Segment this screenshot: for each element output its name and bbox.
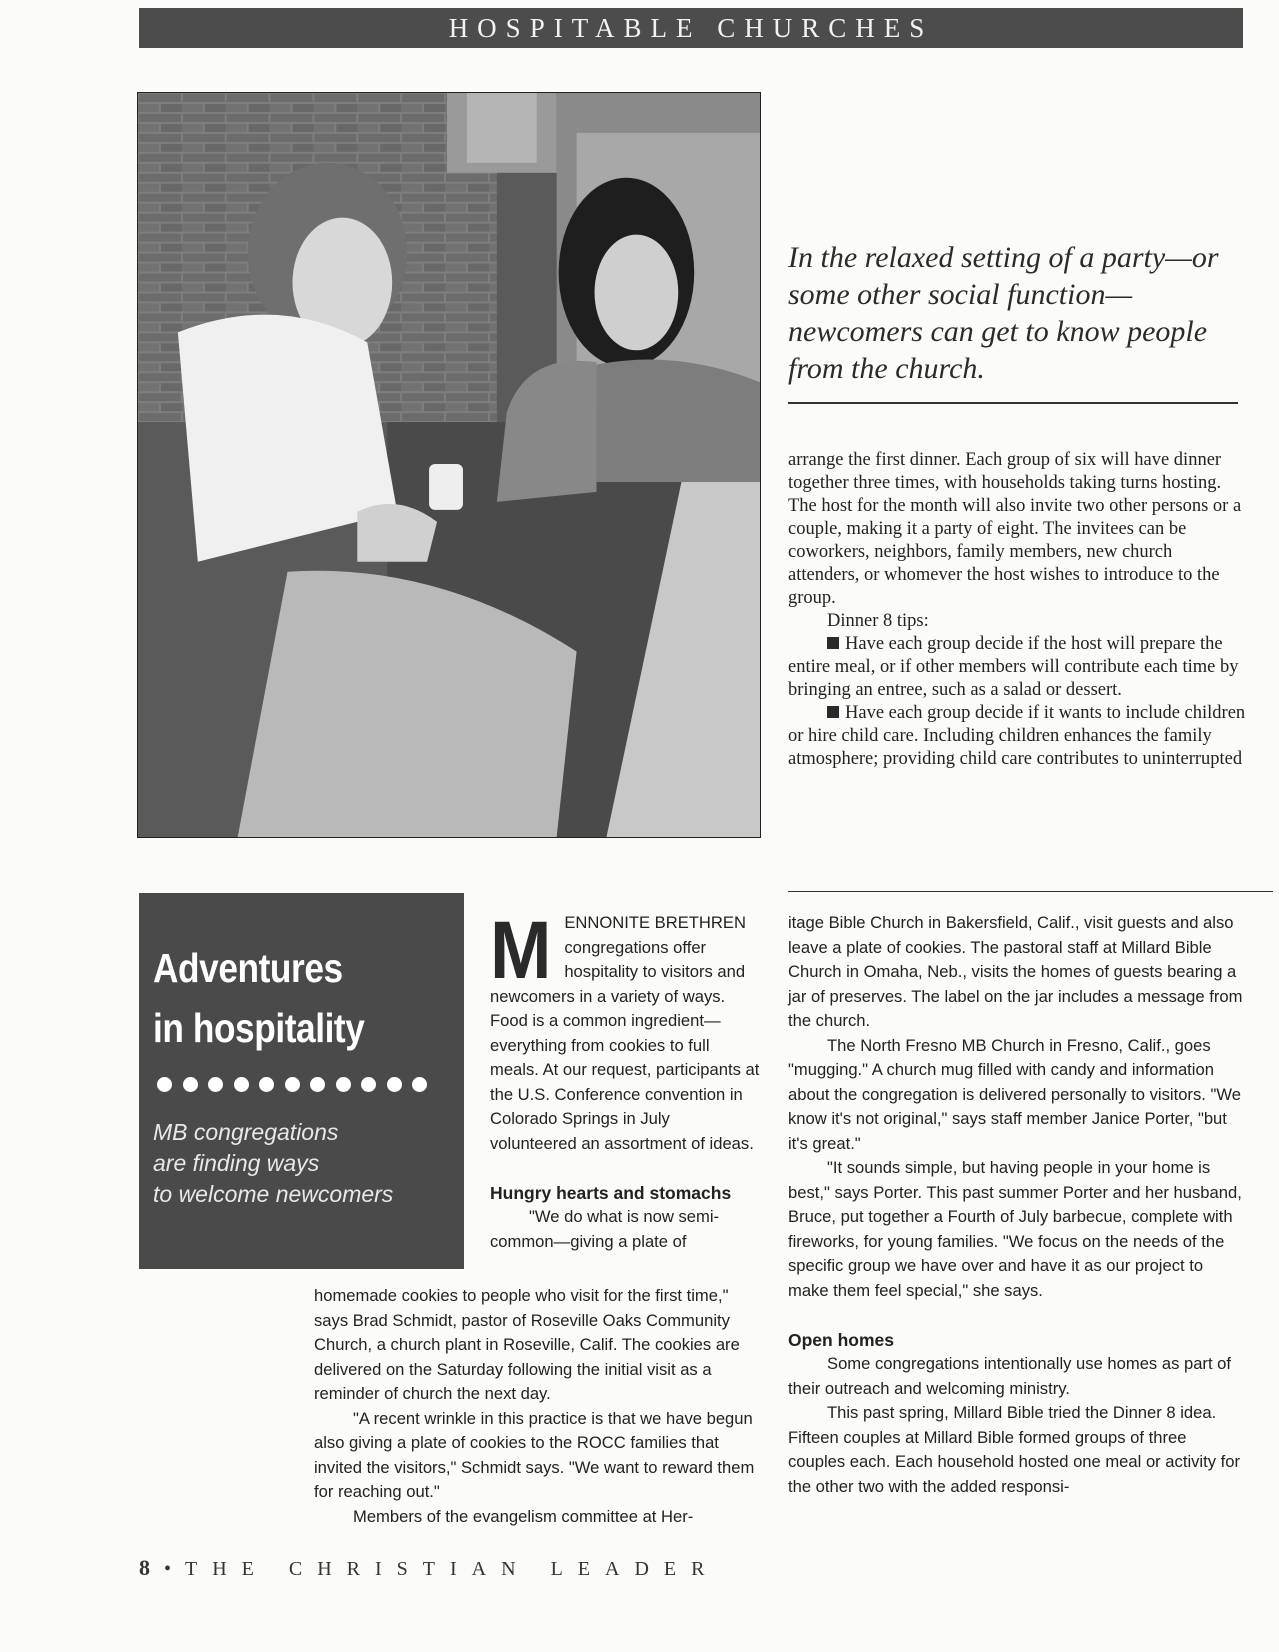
article-column-left-top [490,905,760,1254]
photo-image [138,93,760,837]
paragraph: Members of the evangelism committee at Her- [353,1506,694,1526]
dot-ornament [153,1077,452,1092]
article-column-left-bottom [314,1284,760,1529]
drop-cap: M [490,905,552,996]
paragraph: homemade cookies to people who visit for the first time," says Brad Schmidt, pastor of Roseville Oaks Community Church, a church plant in Roseville, Calif. The cookies are delivered on the Saturday following the initial visit as a reminder of church the next day. [314,1286,740,1403]
paragraph: "We do what is now semi-common—giving a plate of [490,1207,720,1251]
title-sidebar [139,893,464,1269]
paragraph: The North Fresno MB Church in Fresno, Calif., goes "mugging." A church mug filled with candy and information about the congregation is delivered personally to visitors. "We know it's not original," says staff member Janice Porter, "but it's great." [788,1035,1241,1153]
section-banner: HOSPITABLE CHURCHES [139,8,1243,48]
paragraph: This past spring, Millard Bible tried the Dinner 8 idea. Fifteen couples at Millard Bible formed groups of three couples each. Each household hosted one meal or activity for the other two with the added responsi- [788,1403,1240,1496]
paragraph: "A recent wrinkle in this practice is that we have begun also giving a plate of cookies to the ROCC families that invited the visitors," Schmidt says. "We want to reward them for reaching out." [314,1408,755,1501]
subheading-open-homes: Open homes [788,1329,894,1350]
article-subtitle: MB congregations are finding ways to welcome newcomers [153,1119,394,1207]
page-footer [139,1555,719,1581]
caption-divider [788,402,1238,404]
paragraph: "It sounds simple, but having people in your home is best," says Porter. This past summer Porter and her husband, Bruce, put together a Fourth of July barbecue, complete with fireworks, for young families. "We focus on the needs of the specific group we have over and have it as our project to make them feel special," she says. [788,1158,1242,1300]
tip-item: Have each group decide if it wants to include children or hire child care. Including children enhances the family atmosphere; providing child care contributes to uninterrupted [788,703,1246,769]
article-photo [137,92,761,838]
magazine-name: THE CHRISTIAN LEADER [185,1558,720,1580]
article-title-line-1: Adventures [153,945,343,991]
tip-item: Have each group decide if the host will prepare the entire meal, or if other members will contribute each time by bringing an entree, such as a salad or dessert. [788,634,1239,700]
photo-caption: In the relaxed setting of a party—or some other social function—newcomers can get to know people from the church. [788,241,1219,385]
footer-separator: • [164,1558,172,1580]
article-column-right [788,911,1248,1499]
paragraph: Some congregations intentionally use homes as part of their outreach and welcoming ministry. [788,1354,1232,1398]
tips-label: Dinner 8 tips: [827,611,929,631]
paragraph: arrange the first dinner. Each group of six will have dinner together three times, with households taking turns hosting. The host for the month will also invite two other persons or a couple, making it a party of eight. The invitees can be coworkers, neighbors, family members, new church attenders, or whomever the host wishes to introduce to the group. [788,450,1242,608]
subheading-hungry-hearts: Hungry hearts and stomachs [490,1182,732,1203]
article-title-line-2: in hospitality [153,1005,365,1051]
page-number: 8 [139,1555,150,1580]
intro-paragraph: MENNONITE BRETHREN congregations offer hospitality to visitors and newcomers in a variety of ways. Food is a common ingredient—everything from cookies to full meals. At our request, participants at the U.S. Conference convention in Colorado Springs in July volunteered an assortment of ideas. [490,905,760,1153]
upper-text-column [788,449,1248,771]
paragraph: itage Bible Church in Bakersfield, Calif., visit guests and also leave a plate of cookies. The pastoral staff at Millard Bible Church in Omaha, Neb., visits the homes of guests bearing a jar of preserves. The label on the jar includes a message from the church. [788,913,1243,1030]
square-bullet-icon [827,706,839,718]
section-divider [788,891,1273,892]
square-bullet-icon [827,637,839,649]
